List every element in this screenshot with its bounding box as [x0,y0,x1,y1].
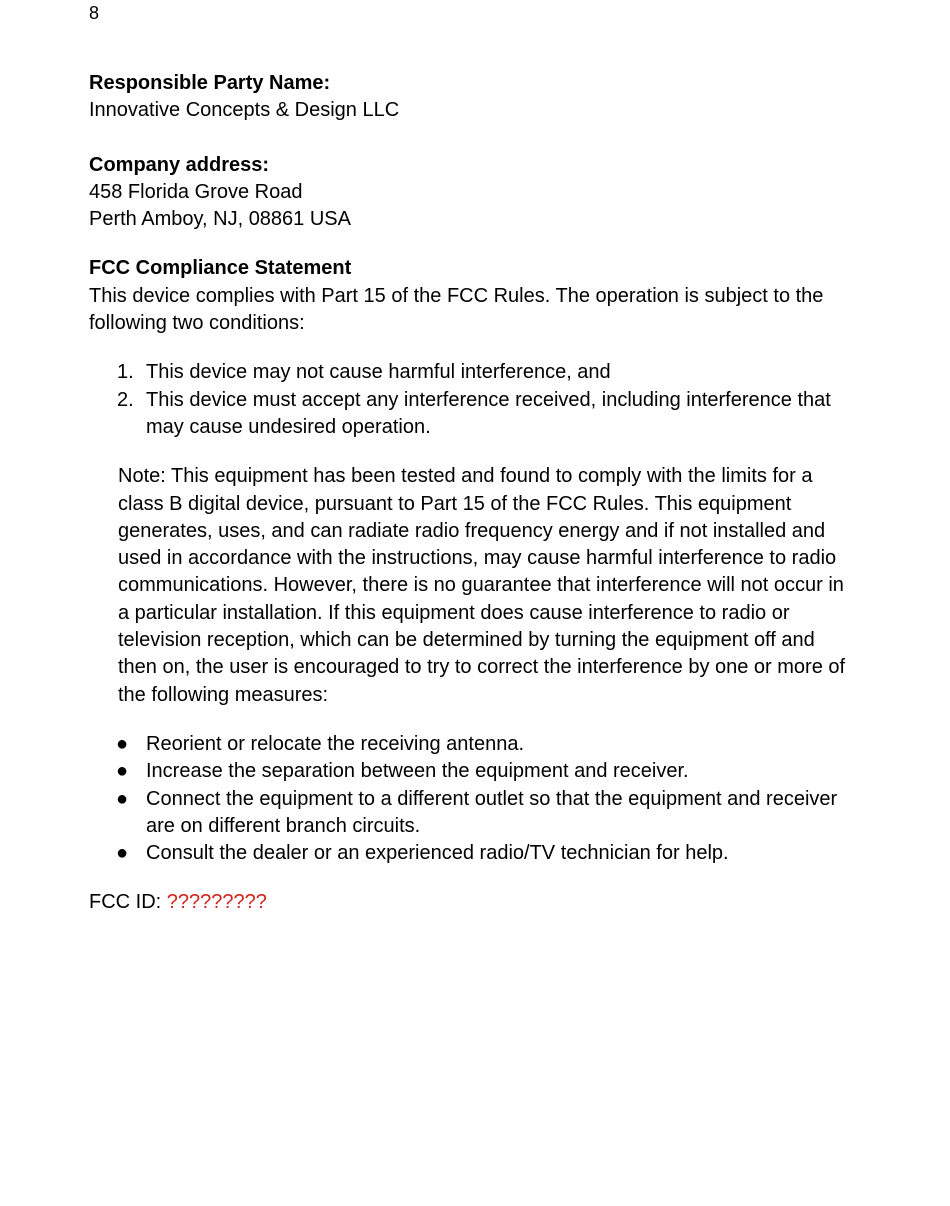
fcc-intro: This device complies with Part 15 of the FCC Rules. The operation is subject to the following two conditions: [89,284,824,335]
fcc-id-value: ????????? [166,891,267,914]
list-number: 1. [117,361,134,384]
responsible-party-name: Innovative Concepts & Design LLC [89,99,400,122]
list-item [89,359,849,386]
list-item [89,758,849,785]
address-line-2: Perth Amboy, NJ, 08861 USA [89,208,351,231]
condition-text: This device may not cause harmful interference, and [146,361,611,384]
responsible-party-section [89,70,849,125]
list-number: 2. [117,388,134,411]
measure-text: Reorient or relocate the receiving antenna. [146,732,525,755]
measure-text: Connect the equipment to a different outlet so that the equipment and receiver are on different branch circuits. [146,787,838,837]
conditions-list [89,359,849,441]
list-item [89,731,849,758]
fcc-compliance-heading: FCC Compliance Statement [89,257,352,280]
company-address-section [89,152,849,234]
measures-list [89,731,849,867]
fcc-id-line [89,889,849,916]
page-number: 8 [89,3,100,23]
bullet-icon: ● [116,842,129,865]
fcc-compliance-section [89,255,849,916]
company-address-heading: Company address: [89,153,270,176]
responsible-party-heading: Responsible Party Name: [89,72,331,94]
list-item [89,786,849,841]
measure-text: Consult the dealer or an experienced radio/TV technician for help. [146,842,729,865]
bullet-icon: ● [116,732,129,755]
bullet-icon: ● [116,787,129,810]
address-line-1: 458 Florida Grove Road [89,180,303,203]
bullet-icon: ● [116,760,129,783]
fcc-id-label: FCC ID: [89,891,167,914]
document-content [89,70,849,917]
condition-text: This device must accept any interference received, including interference that may cause undesired operation. [146,388,831,438]
measure-text: Increase the separation between the equipment and receiver. [146,760,689,783]
list-item [89,840,849,867]
fcc-note: Note: This equipment has been tested and found to comply with the limits for a class B digital device, pursuant to Part 15 of the FCC Rules. This equipment generates, uses, and can radiate radio frequency energy and if not installed and used in accordance with the instructions, may cause harmful interference to radio communications. However, there is no guarantee that interference will not occur in a particular installation. If this equipment does cause interference to radio or television reception, which can be determined by turning the equipment off and then on, the user is encouraged to try to correct the interference by one or more of the following measures: [118,465,846,706]
list-item [89,387,849,442]
